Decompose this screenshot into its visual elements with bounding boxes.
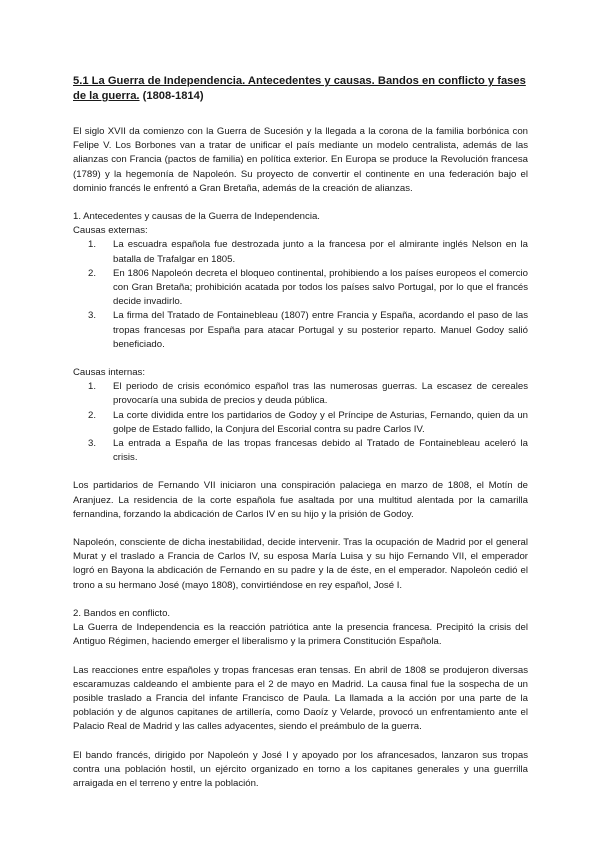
list-text: En 1806 Napoleón decreta el bloqueo continental, prohibiendo a los países europeos el comercio con Gran Bretaña; prohibición acatada por todos los países salvo Portugal, por lo que el francés decide invadirlo. [113,267,528,308]
external-causes-label: Causas externas: [73,225,148,237]
list-number: 1. [88,239,97,251]
spacer [73,352,528,366]
list-number: 1. [88,381,97,393]
spacer [73,735,528,749]
list-item [73,309,528,352]
list-text: La corte dividida entre los partidarios de Godoy y el Príncipe de Asturias, Fernando, quien da un golpe de Estado fallido, la Conjura del Escorial contra su padre Carlos IV. [113,409,528,435]
list-item [73,238,528,266]
list-item [73,409,528,437]
bayona-paragraph: Napoleón, consciente de dicha inestabilidad, decide intervenir. Tras la ocupación de Madrid por el general Murat y el traslado a Francia de Carlos IV, su esposa María Luisa y su hijo Fernando VII, el emperador logró en Bayona la abdicación de Fernando en su padre y la de éste, en el emperador. Napoleón cedió el trono a su hermano José (mayo 1808), convirtiéndose en rey español, José I. [73,537,528,591]
dos-de-mayo-paragraph: Las reacciones entre españoles y tropas francesas eran tensas. En abril de 1808 se produjeron diversas escaramuzas caldeando el ambiente para el 2 de mayo en Madrid. La causa final fue la sospecha de un posible traslado a Francia del infante Francisco de Paula. La llamada a la acción por una parte de la población y de algunos capitanes de artillería, como Daoíz y Velarde, provocó un enfrentamiento ante el Palacio Real de Madrid y las calles adyacentes, siendo el preámbulo de la guerra. [73,664,528,733]
aranjuez-paragraph: Los partidarios de Fernando VII iniciaron una conspiración palaciega en marzo de 1808, el Motín de Aranjuez. La residencia de la corte española fue asaltada por una multitud alentada por la camarilla fernandina, forzando la abdicación de Carlos IV en su hijo y la prisión de Godoy. [73,480,528,520]
title-main: 5.1 La Guerra de Independencia. Antecedentes y causas. Bandos en conflicto y fases de la guerra. [73,75,526,102]
intro-paragraph: El siglo XVII da comienzo con la Guerra de Sucesión y la llegada a la corona de la familia borbónica con Felipe V. Los Borbones van a tratar de unificar el país mediante un modelo centralista, además de las alianzas con Francia (pactos de familia) en política exterior. En Europa se produce la Revolución francesa (1789) y la hegemonía de Napoleón. Su proyecto de convertir el continente en una federación bajo el dominio francés le enfrentó a Gran Bretaña, además de la creación de alianzas. [73,126,528,194]
list-item [73,380,528,408]
list-text: El periodo de crisis económico español tras las numerosas guerras. La escasez de cereales provocaría una subida de precios y deuda pública. [113,381,528,407]
internal-causes-label: Causas internas: [73,367,145,379]
list-number: 3. [88,438,97,450]
list-number: 2. [88,267,97,279]
title-dates: (1808-1814) [142,90,204,102]
list-text: La escuadra española fue destrozada junto a la francesa por el almirante inglés Nelson en la batalla de Trafalgar en 1805. [113,239,528,265]
spacer [73,522,528,536]
list-text: La firma del Tratado de Fontainebleau (1807) entre Francia y España, acordando el paso de las tropas francesas por España para atacar Portugal y su posterior reparto. Manuel Godoy salió beneficiado. [113,310,528,350]
list-item [73,267,528,310]
list-number: 3. [88,310,97,322]
section1-heading: 1. Antecedentes y causas de la Guerra de Independencia. [73,211,320,223]
external-causes-list [73,238,528,352]
document-title [73,74,528,104]
internal-causes-list [73,380,528,465]
section2-intro-paragraph: La Guerra de Independencia es la reacción patriótica ante la presencia francesa. Precipitó la crisis del Antiguo Régimen, haciendo emerger el liberalismo y la primera Constitución Española. [73,622,528,648]
spacer [73,593,528,607]
list-text: La entrada a España de las tropas francesas debido al Tratado de Fontainebleau aceleró la crisis. [113,438,528,464]
spacer [73,465,528,479]
spacer [73,196,528,210]
document-page [73,74,528,791]
spacer [73,650,528,664]
list-number: 2. [88,409,97,421]
list-item [73,437,528,465]
bando-frances-paragraph: El bando francés, dirigido por Napoleón y José I y apoyado por los afrancesados, lanzaron sus tropas contra una población hostil, un ejército organizado en torno a los capitanes generales y una guerrilla arraigada en el terreno y entre la población. [73,749,528,789]
section2-heading: 2. Bandos en conflicto. [73,607,171,619]
